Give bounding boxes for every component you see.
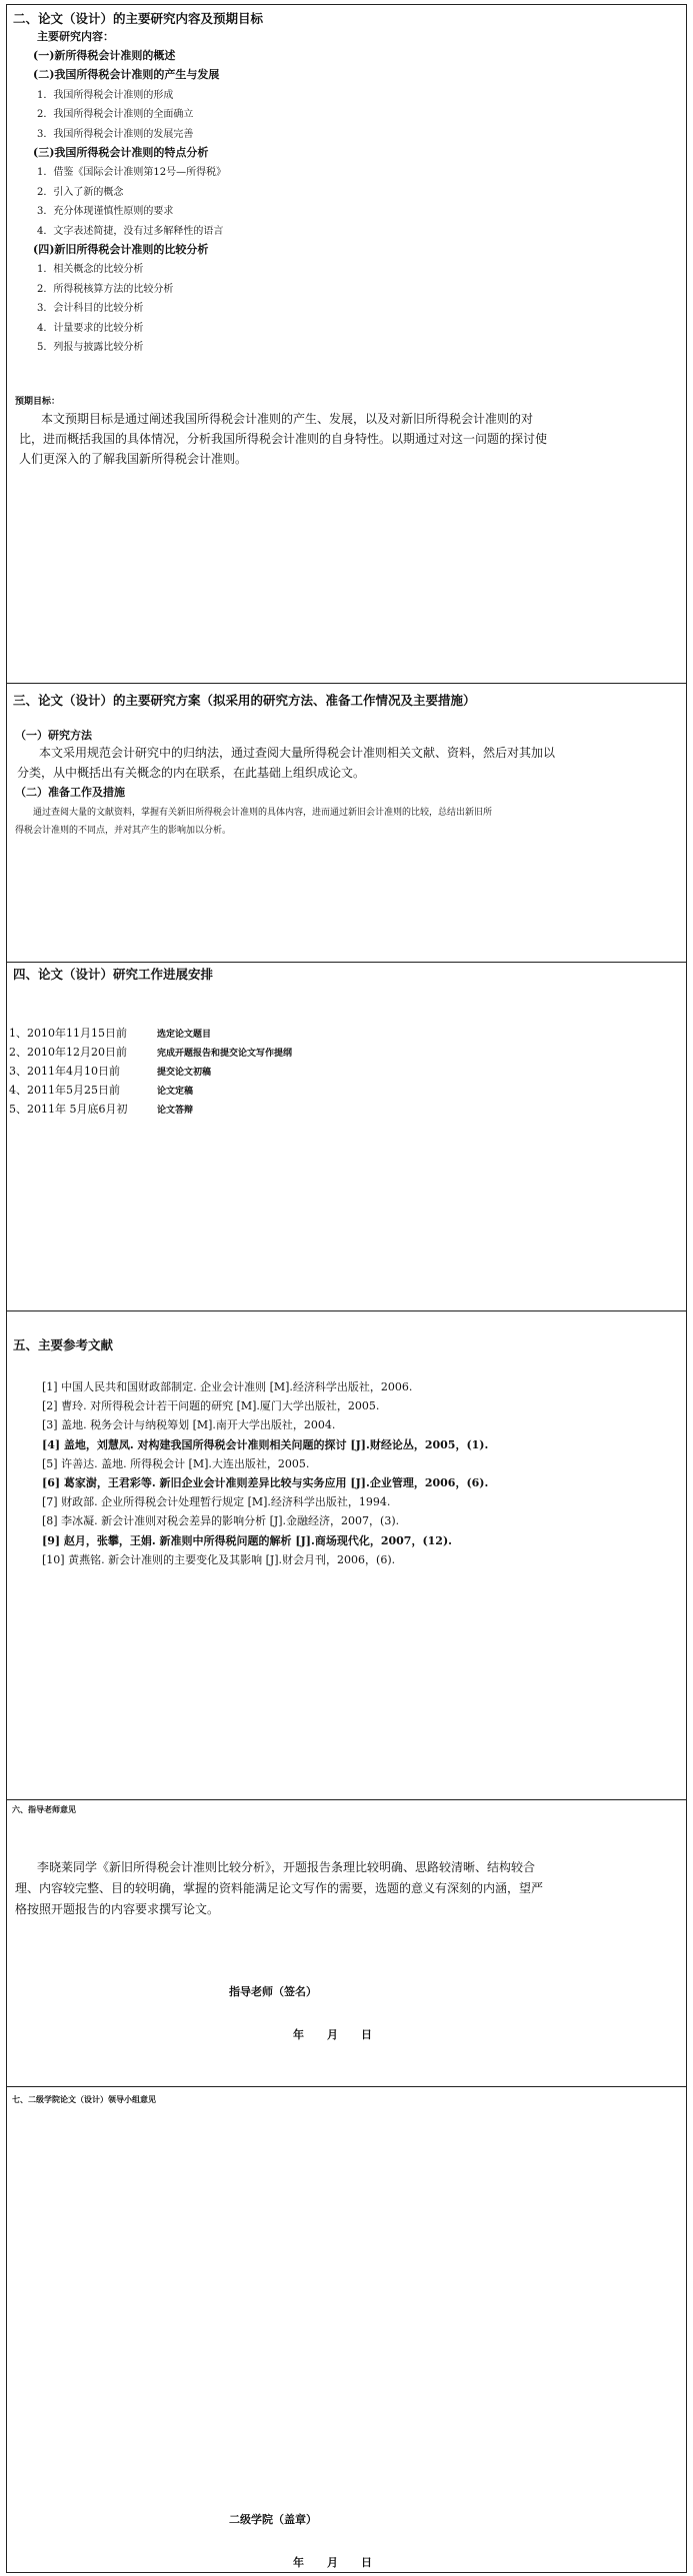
outline-item: 1．我国所得税会计准则的形成 [37,89,174,101]
opinion-line: 李晓莱同学《新旧所得税会计准则比较分析》，开题报告条理比较明确、思路较清晰、结构较合 [37,1860,536,1874]
prep-title: （二）准备工作及措施 [15,786,125,799]
advisor-date-line: 年 月 日 [293,2028,378,2041]
schedule-task: 论文答辩 [157,1106,194,1116]
section-2-heading: 二、论文（设计）的主要研究内容及预期目标 [13,11,264,26]
reference-item: [9] 赵月，张攀，王娟. 新准则中所得税问题的解析 [J].商场现代化，2007，(12). [42,1533,452,1547]
reference-item: [3] 盖地. 税务会计与纳税筹划 [M].南开大学出版社，2004. [42,1418,336,1432]
section-7-heading: 七、二级学院论文（设计）领导小组意见 [12,2094,156,2104]
section-research-plan [7,683,686,962]
outline-item: 1．借鉴《国际会计准则第12号—所得税》 [37,167,227,179]
section-schedule [7,962,686,1310]
outline-item: 2．所得税核算方法的比较分析 [37,283,174,295]
schedule-task: 完成开题报告和提交论文写作提纲 [157,1049,293,1059]
outline-item: 3．充分体现谨慎性原则的要求 [37,206,174,218]
prep-line: 得税会计准则的不同点，并对其产生的影响加以分析。 [15,826,232,836]
outline-item: 4．文字表述简捷，没有过多解释性的语言 [37,225,224,237]
section-4-heading: 四、论文（设计）研究工作进展安排 [13,967,214,982]
outline-item: 3．会计科目的比较分析 [37,303,144,315]
section-6-heading: 六、指导老师意见 [12,1804,76,1814]
section-college-opinion [7,2086,686,2574]
prep-line: 通过查阅大量的文献资料，掌握有关新旧所得税会计准则的具体内容，进而通过新旧会计准则的比较，总结出新旧所 [33,808,493,818]
reference-item: [5] 许善达. 盖地. 所得税会计 [M].大连出版社，2005. [42,1456,310,1470]
section-references [7,1310,686,1799]
outline-item: 2．引入了新的概念 [37,186,124,198]
schedule-task: 论文定稿 [157,1087,194,1097]
schedule-date: 2、2010年12月20日前 [9,1046,127,1059]
reference-item: [8] 李冰凝. 新会计准则对税会差异的影响分析 [J].金融经济，2007，(3). [42,1514,400,1528]
schedule-task: 选定论文题目 [157,1030,212,1040]
method-paragraph [17,743,555,783]
outline-item: 4．计量要求的比较分析 [37,322,144,334]
schedule-task: 提交论文初稿 [157,1068,212,1078]
college-seal-label: 二级学院（盖章） [229,2513,317,2526]
goal-line: 人们更深入的了解我国新所得税会计准则。 [19,452,248,466]
schedule-date: 5、2011年 5月底6月初 [9,1103,128,1116]
outline-item: 5．列报与披露比较分析 [37,342,144,353]
outline-heading: (一)新所得税会计准则的概述 [33,49,176,62]
reference-item: [6] 葛家澍，王君彩等. 新旧企业会计准则差异比较与实务应用 [J].企业管理，2006，(6). [42,1476,489,1489]
section-3-heading: 三、论文（设计）的主要研究方案（拟采用的研究方法、准备工作情况及主要措施） [13,693,476,708]
section-5-heading: 五、主要参考文献 [13,1337,114,1352]
college-date-line: 年 月 日 [293,2556,378,2569]
advisor-signature-label: 指导老师（签名） [229,1985,317,1998]
goal-line: 比，进而概括我国的具体情况，分析我国所得税会计准则的自身特性。以期通过对这一问题的探讨使 [19,432,548,446]
goal-line: 本文预期目标是通过阐述我国所得税会计准则的产生、发展，以及对新旧所得税会计准则的对 [41,412,534,426]
reference-item: [10] 黄燕铭. 新会计准则的主要变化及其影响 [J].财会月刊，2006，(6). [42,1552,396,1566]
reference-item: [4] 盖地，刘慧凤. 对构建我国所得税会计准则相关问题的探讨 [J].财经论丛，2005，(1). [42,1437,489,1451]
goal-label: 预期目标： [15,397,61,407]
outline-item: 3．我国所得税会计准则的发展完善 [37,128,194,140]
advisor-opinion-paragraph [15,1857,543,1920]
outline-item: 2．我国所得税会计准则的全面确立 [37,109,194,121]
reference-item: [1] 中国人民共和国财政部制定. 企业会计准则 [M].经济科学出版社，2006. [42,1380,413,1393]
proposal-form [6,4,687,2573]
research-content-label: 主要研究内容： [37,30,114,43]
method-line: 本文采用规范会计研究中的归纳法，通过查阅大量所得税会计准则相关文献、资料，然后对其加以 [39,746,556,760]
opinion-line: 理、内容较完整、目的较明确，掌握的资料能满足论文写作的需要，选题的意义有深刻的内涵，望严 [15,1881,544,1895]
section-research-content [7,5,686,683]
outline-heading: (三)我国所得税会计准则的特点分析 [33,146,209,159]
method-title: （一）研究方法 [15,729,92,742]
schedule-date: 1、2010年11月15日前 [9,1027,127,1040]
method-line: 分类，从中概括出有关概念的内在联系，在此基础上组织成论文。 [17,766,366,780]
schedule-date: 3、2011年4月10日前 [9,1065,120,1078]
reference-item: [2] 曹玲. 对所得税会计若干问题的研究 [M].厦门大学出版社，2005. [42,1399,380,1413]
goal-paragraph [19,409,547,469]
outline-heading: (四)新旧所得税会计准则的比较分析 [33,243,209,256]
opinion-line: 格按照开题报告的内容要求撰写论文。 [15,1902,220,1916]
outline-item: 1．相关概念的比较分析 [37,264,144,276]
reference-item: [7] 财政部. 企业所得税会计处理暂行规定 [M].经济科学出版社，1994. [42,1495,391,1509]
schedule-date: 4、2011年5月25日前 [9,1084,120,1097]
outline-heading: (二)我国所得税会计准则的产生与发展 [33,68,220,82]
section-advisor-opinion [7,1799,686,2086]
